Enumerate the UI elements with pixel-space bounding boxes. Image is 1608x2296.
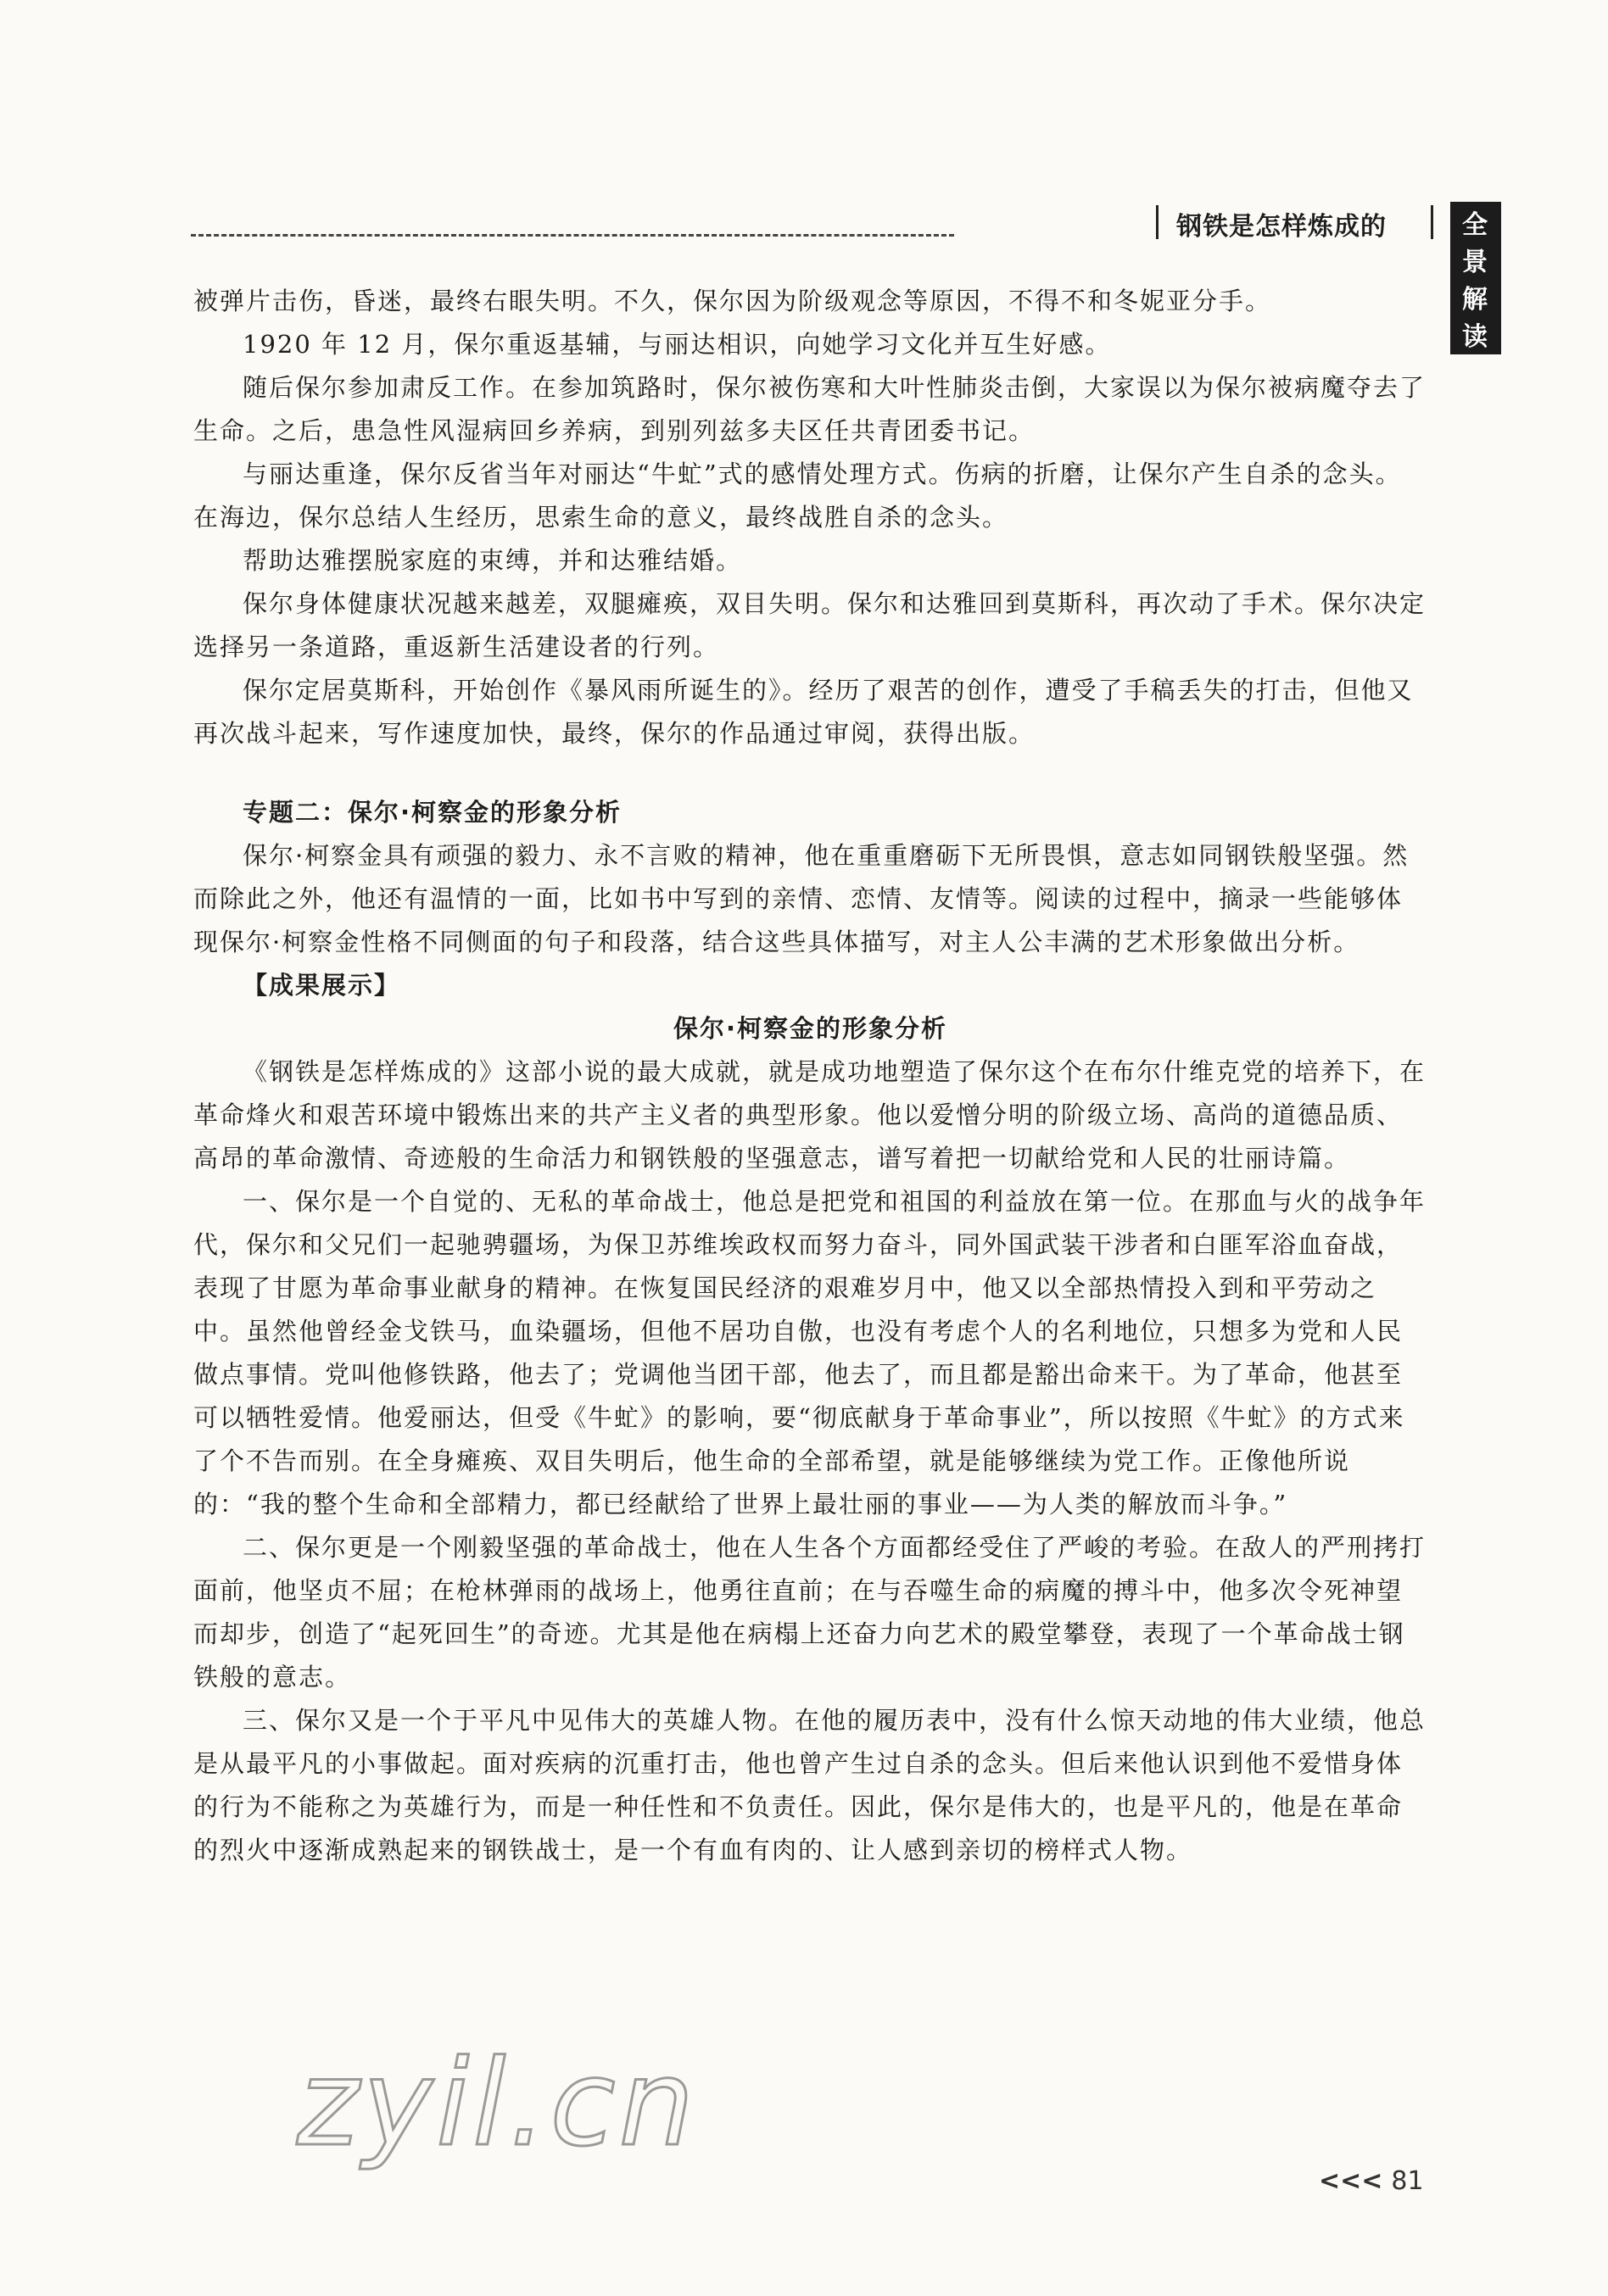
book-title: 钢铁是怎样炼成的 xyxy=(1176,212,1387,242)
paragraph: 与丽达重逢，保尔反省当年对丽达“牛虻”式的感情处理方式。伤病的折磨，让保尔产生自杀的念头。在海边，保尔总结人生经历，思索生命的意义，最终战胜自杀的念头。 xyxy=(193,460,1402,532)
essay-title: 保尔·柯察金的形象分析 xyxy=(673,1014,948,1043)
paragraph: 保尔定居莫斯科，开始创作《暴风雨所诞生的》。经历了艰苦的创作，遭受了手稿丢失的打击，但他又再次战斗起来，写作速度加快，最终，保尔的作品通过审阅，获得出版。 xyxy=(193,676,1414,748)
watermark: zyil.cn xyxy=(297,2035,698,2173)
header-divider xyxy=(1431,205,1433,239)
paragraph: 帮助达雅摆脱家庭的束缚，并和达雅结婚。 xyxy=(243,546,743,575)
section-tag: 全景解读 xyxy=(1450,202,1501,354)
essay-paragraph: 一、保尔是一个自觉的、无私的革命战士，他总是把党和祖国的利益放在第一位。在那血与火的战争年代，保尔和父兄们一起驰骋疆场，为保卫苏维埃政权而努力奋斗，同外国武装干涉者和白匪军浴血奋战，表现了甘愿为革命事业献身的精神。在恢复国民经济的艰难岁月中，他又以全部热情投入到和平劳动之中。虽然他曾经金戈铁马，血染疆场，但他不居功自傲，也没有考虑个人的名利地位，只想多为党和人民做点事情。党叫他修铁路，他去了；党调他当团干部，他去了，而且都是豁出命来干。为了革命，他甚至可以牺牲爱情。他爱丽达，但受《牛虻》的影响，要“彻底献身于革命事业”，所以按照《牛虻》的方式来了个不告而别。在全身瘫痪、双目失明后，他生命的全部希望，就是能够继续为党工作。正像他所说的：“我的整个生命和全部精力，都已经献给了世界上最壮丽的事业——为人类的解放而斗争。” xyxy=(193,1187,1427,1519)
topic-intro: 保尔·柯察金具有顽强的毅力、永不言败的精神，他在重重磨砺下无所畏惧，意志如同钢铁般坚强。然而除此之外，他还有温情的一面，比如书中写到的亲情、恋情、友情等。阅读的过程中，摘录一些能够体现保尔·柯察金性格不同侧面的句子和段落，结合这些具体描写，对主人公丰满的艺术形象做出分析。 xyxy=(193,841,1410,956)
results-label: 【成果展示】 xyxy=(243,971,401,1000)
paragraph: 1920 年 12 月，保尔重返基辅，与丽达相识，向她学习文化并互生好感。 xyxy=(243,330,1112,359)
paragraph: 随后保尔参加肃反工作。在参加筑路时，保尔被伤寒和大叶性肺炎击倒，大家误以为保尔被病魔夺去了生命。之后，患急性风湿病回乡养病，到别列兹多夫区任共青团委书记。 xyxy=(193,373,1427,445)
page-number: 81 xyxy=(1391,2166,1424,2196)
page-number-area xyxy=(1319,2166,1424,2196)
essay-paragraph: 二、保尔更是一个刚毅坚强的革命战士，他在人生各个方面都经受住了严峻的考验。在敌人的严刑拷打面前，他坚贞不屈；在枪林弹雨的战场上，他勇往直前；在与吞噬生命的病魔的搏斗中，他多次令死神望而却步，创造了“起死回生”的奇迹。尤其是他在病榻上还奋力向艺术的殿堂攀登，表现了一个革命战士钢铁般的意志。 xyxy=(193,1533,1427,1691)
essay-paragraph: 三、保尔又是一个于平凡中见伟大的英雄人物。在他的履历表中，没有什么惊天动地的伟大业绩，他总是从最平凡的小事做起。面对疾病的沉重打击，他也曾产生过自杀的念头。但后来他认识到他不爱惜身体的行为不能称之为英雄行为，而是一种任性和不负责任。因此，保尔是伟大的，也是平凡的，他是在革命的烈火中逐渐成熟起来的钢铁战士，是一个有血有肉的、让人感到亲切的榜样式人物。 xyxy=(193,1706,1427,1864)
page-body xyxy=(193,280,1427,1872)
paragraph: 保尔身体健康状况越来越差，双腿瘫痪，双目失明。保尔和达雅回到莫斯科，再次动了手术。保尔决定选择另一条道路，重返新生活建设者的行列。 xyxy=(193,589,1427,661)
page-arrows-icon: <<< xyxy=(1319,2166,1383,2196)
paragraph: 被弹片击伤，昏迷，最终右眼失明。不久，保尔因为阶级观念等原因，不得不和冬妮亚分手。 xyxy=(193,287,1272,315)
header-dashed-rule xyxy=(191,234,954,237)
essay-paragraph: 《钢铁是怎样炼成的》这部小说的最大成就，就是成功地塑造了保尔这个在布尔什维克党的培养下，在革命烽火和艰苦环境中锻炼出来的共产主义者的典型形象。他以爱憎分明的阶级立场、高尚的道德品质、高昂的革命激情、奇迹般的生命活力和钢铁般的坚强意志，谱写着把一切献给党和人民的壮丽诗篇。 xyxy=(193,1057,1427,1173)
header-divider xyxy=(1156,205,1159,239)
topic-heading: 专题二：保尔·柯察金的形象分析 xyxy=(243,798,623,827)
